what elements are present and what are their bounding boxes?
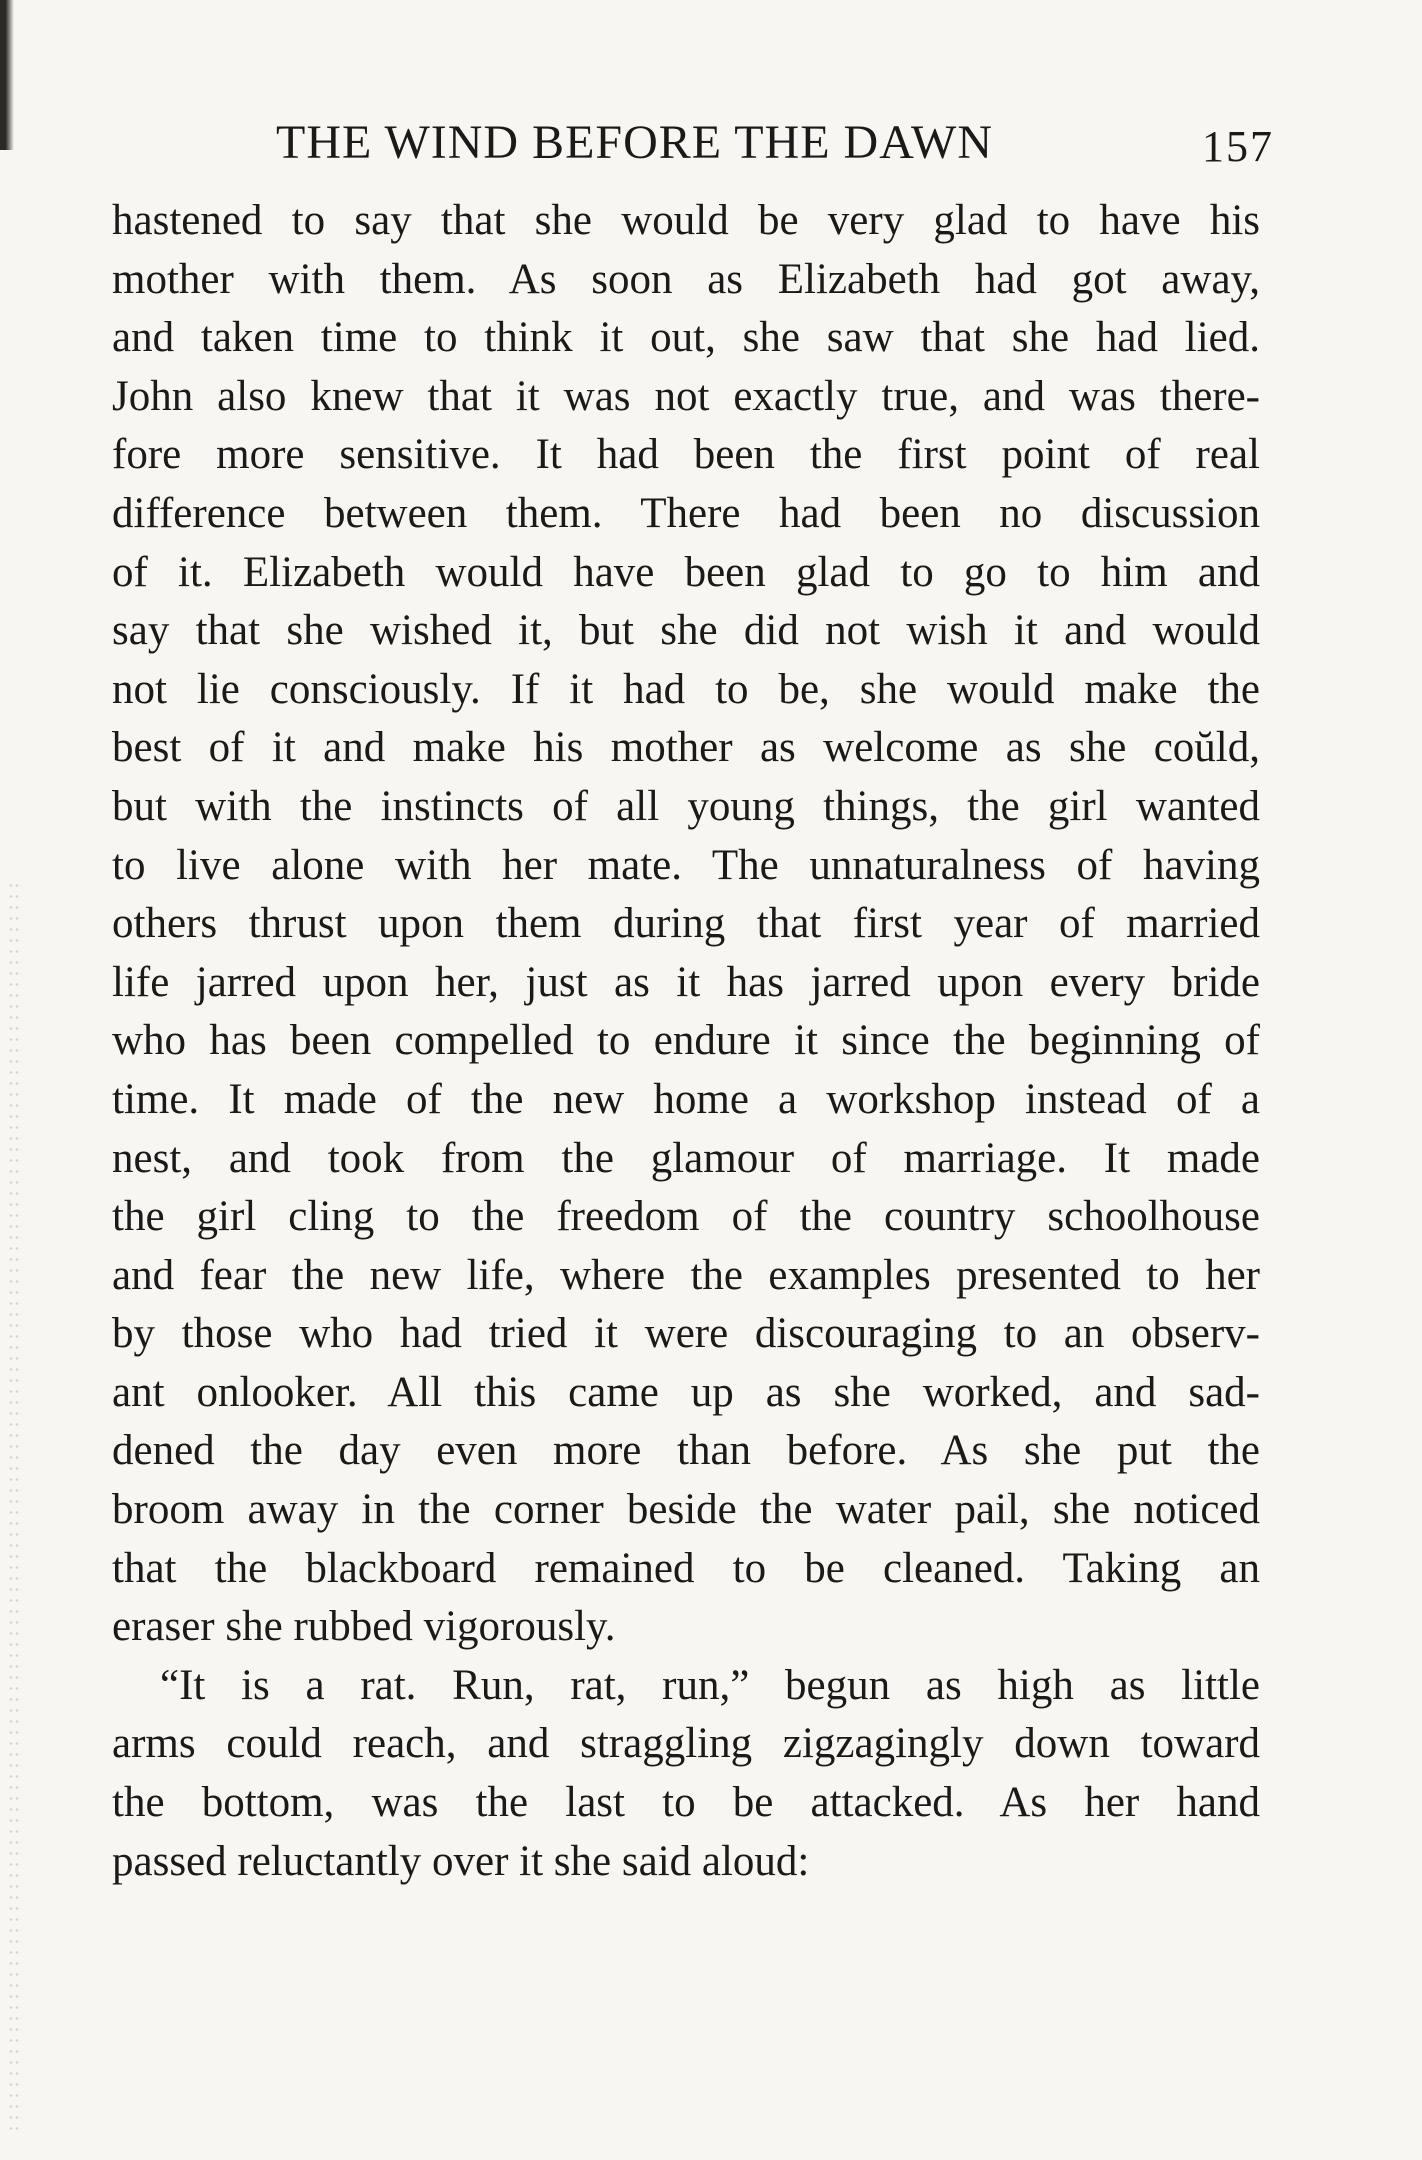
text-line: others thrust upon them during that first year of married bbox=[112, 900, 1260, 948]
text-line: best of it and make his mother as welcome as she coŭld, bbox=[112, 724, 1260, 772]
text-line: hastened to say that she would be very glad to have his bbox=[112, 197, 1260, 244]
text-line: life jarred upon her, just as it has jarred upon every bride bbox=[112, 958, 1260, 1006]
text-line: the girl cling to the freedom of the country schoolhouse bbox=[112, 1193, 1260, 1241]
text-line: “It is a rat. Run, rat, run,” begun as high as little bbox=[160, 1661, 1260, 1709]
text-line: that the blackboard remained to be cleaned. Taking an bbox=[112, 1544, 1260, 1592]
paragraph-1 bbox=[112, 192, 1260, 1657]
text-line: and fear the new life, where the examples presented to her bbox=[112, 1251, 1260, 1299]
running-head bbox=[276, 108, 1296, 178]
text-line: not lie consciously. If it had to be, she would make the bbox=[112, 665, 1260, 713]
text-line: broom away in the corner beside the water pail, she noticed bbox=[112, 1486, 1260, 1534]
text-line: the bottom, was the last to be attacked. As her hand bbox=[112, 1779, 1260, 1827]
text-line: and taken time to think it out, she saw that she had lied. bbox=[112, 314, 1260, 362]
text-line: but with the instincts of all young things, the girl wanted bbox=[112, 782, 1260, 830]
text-line: difference between them. There had been no discussion bbox=[112, 489, 1260, 537]
text-line: of it. Elizabeth would have been glad to go to him and bbox=[112, 548, 1260, 596]
text-line: who has been compelled to endure it since the beginning of bbox=[112, 1017, 1260, 1065]
text-line: nest, and took from the glamour of marriage. It made bbox=[112, 1134, 1260, 1182]
text-line: to live alone with her mate. The unnaturalness of having bbox=[112, 841, 1260, 889]
text-line: arms could reach, and straggling zigzagingly down toward bbox=[112, 1720, 1260, 1768]
text-line: say that she wished it, but she did not wish it and would bbox=[112, 607, 1260, 655]
running-title: THE WIND BEFORE THE DAWN bbox=[276, 116, 993, 169]
text-line: ant onlooker. All this came up as she worked, and sad- bbox=[112, 1368, 1260, 1416]
page-edge-speckles bbox=[8, 880, 22, 2130]
body-text bbox=[112, 192, 1260, 1891]
binding-shadow bbox=[0, 0, 14, 150]
paragraph-2 bbox=[112, 1657, 1260, 1891]
text-line: eraser she rubbed vigorously. bbox=[112, 1603, 616, 1651]
text-line: time. It made of the new home a workshop instead of a bbox=[112, 1075, 1260, 1123]
text-line: fore more sensitive. It had been the first point of real bbox=[112, 431, 1260, 479]
text-line: passed reluctantly over it she said aloud: bbox=[112, 1837, 810, 1885]
text-line: mother with them. As soon as Elizabeth had got away, bbox=[112, 255, 1260, 303]
text-line: by those who had tried it were discouraging to an observ- bbox=[112, 1310, 1260, 1358]
text-line: dened the day even more than before. As she put the bbox=[112, 1427, 1260, 1475]
page-number: 157 bbox=[1202, 122, 1274, 171]
text-line: John also knew that it was not exactly true, and was there- bbox=[112, 372, 1260, 420]
